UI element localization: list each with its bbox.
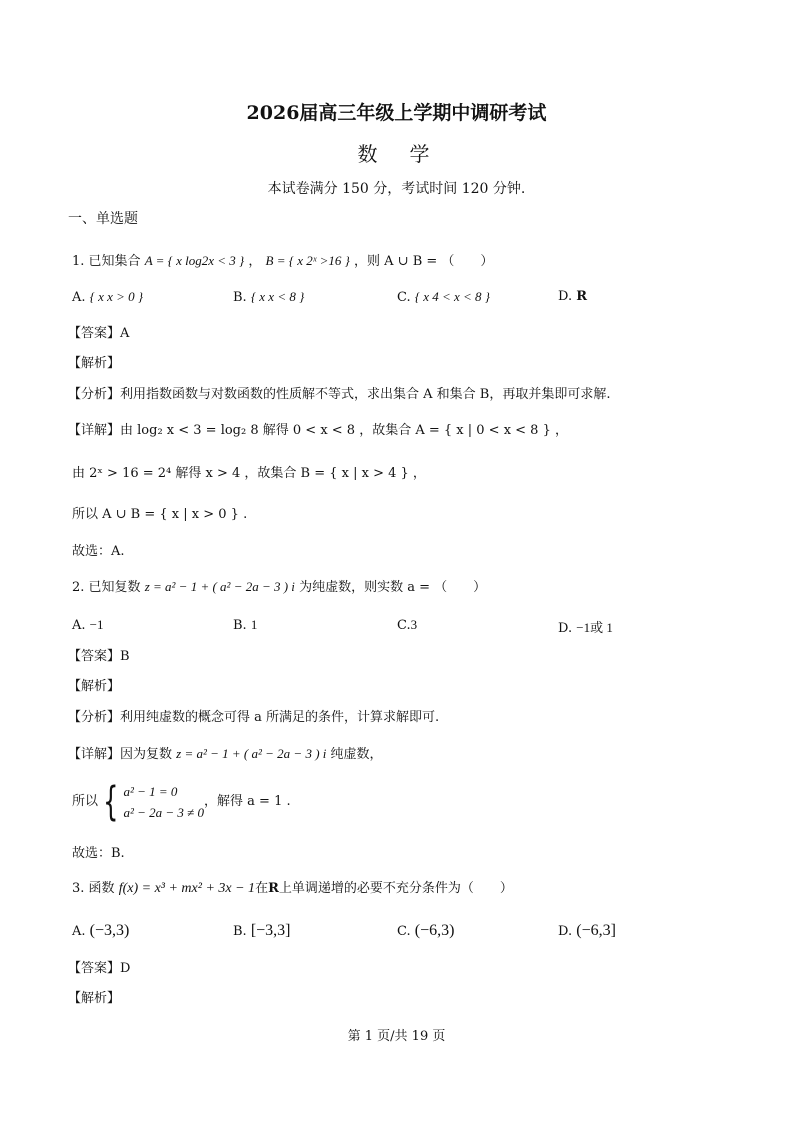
q1-option-b: [233, 289, 304, 305]
q1-analysis-head: 【解析】: [68, 356, 121, 371]
q1-comma: ，: [248, 254, 262, 269]
q1-option-d: [558, 289, 587, 304]
q3-domain: R: [268, 881, 279, 896]
q1-stem-prefix: 1. 已知集合: [72, 254, 141, 269]
brace-symbol: {: [103, 779, 119, 825]
option-text: −1或 1: [576, 620, 613, 635]
option-text: (−6,3]: [576, 922, 616, 939]
q2-system-prefix: 所以: [72, 794, 99, 809]
q1-option-c: [397, 289, 490, 305]
q2-option-b: [233, 617, 257, 633]
option-label: B.: [233, 924, 247, 939]
q2-formula: z = a² − 1 + ( a² − 2a − 3 ) i: [144, 579, 295, 594]
q2-eq1: a² − 1 = 0: [123, 784, 178, 799]
q3-stem-mid: 在: [255, 881, 269, 896]
q3-answer: 【答案】D: [68, 961, 131, 976]
q2-stem-prefix: 2. 已知复数: [72, 580, 141, 595]
q3-option-d: [558, 922, 616, 940]
q2-stem-suffix: 为纯虚数，则实数 a = （ ）: [299, 580, 487, 595]
q1-detail-3: 所以 A ∪ B = { x | x > 0 } .: [72, 507, 248, 522]
option-text: { x x > 0 }: [89, 289, 144, 304]
q3-option-a: [72, 922, 129, 940]
q2-option-a: [72, 617, 104, 633]
option-label: D.: [558, 289, 573, 304]
q1-set-a: A = { x log2x < 3 }: [144, 253, 245, 268]
option-label: A.: [72, 290, 86, 305]
q1-set-b: B = { x 2ˣ >16 }: [265, 253, 350, 268]
q2-detail-prefix: 【详解】因为复数: [68, 747, 173, 762]
option-text: 1: [250, 617, 258, 632]
q2-analysis-head: 【解析】: [68, 679, 121, 694]
option-text: [−3,3]: [250, 922, 291, 939]
option-label: B.: [233, 290, 247, 305]
q3-stem: [72, 880, 513, 898]
exam-info: 本试卷满分 150 分，考试时间 120 分钟.: [267, 181, 526, 197]
q2-detail-suffix: 纯虚数，: [330, 747, 383, 762]
q3-formula: f(x) = x³ + mx² + 3x − 1: [118, 881, 256, 896]
q2-equation-system: [123, 781, 204, 823]
q1-stem: [72, 252, 493, 271]
option-text: (−6,3): [414, 922, 455, 939]
subject-title: 数 学: [357, 142, 436, 166]
option-label: C.: [397, 618, 411, 633]
q3-analysis-head: 【解析】: [68, 991, 121, 1006]
option-label: D.: [558, 924, 573, 939]
q1-choice: 故选：A.: [72, 544, 125, 559]
q2-stem: [72, 578, 486, 597]
q2-system: [72, 780, 291, 825]
option-label: D.: [558, 621, 573, 636]
exam-title: 2026届高三年级上学期中调研考试: [246, 102, 547, 124]
section-title: 一、单选题: [68, 211, 138, 227]
option-text: −1: [89, 617, 104, 632]
page-number: 第 1 页/共 19 页: [347, 1029, 446, 1044]
option-text: { x 4 < x < 8 }: [414, 289, 490, 304]
q1-stem-suffix: ，则 A ∪ B = （ ）: [354, 254, 494, 269]
option-label: B.: [233, 618, 247, 633]
q1-detail-2: 由 2ˣ > 16 = 2⁴ 解得 x > 4 ，故集合 B = { x | x > 4 } ，: [72, 466, 426, 481]
option-label: A.: [72, 924, 86, 939]
q2-option-c: [397, 617, 417, 633]
option-label: C.: [397, 290, 411, 305]
q2-detail: [68, 745, 383, 764]
option-text: (−3,3): [89, 922, 130, 939]
q2-system-suffix: ，解得 a = 1 .: [204, 794, 291, 809]
option-text: R: [576, 289, 588, 304]
q3-stem-suffix: 上单调递增的必要不充分条件为（ ）: [278, 881, 513, 896]
q1-option-a: [72, 289, 143, 305]
q3-option-c: [397, 922, 454, 940]
q3-option-b: [233, 922, 291, 940]
q2-detail-formula: z = a² − 1 + ( a² − 2a − 3 ) i: [176, 746, 327, 761]
option-label: A.: [72, 618, 86, 633]
q2-option-d: [558, 617, 613, 636]
q3-stem-prefix: 3. 函数: [72, 881, 115, 896]
q2-answer: 【答案】B: [68, 649, 130, 664]
q1-answer: 【答案】A: [68, 326, 130, 341]
q1-detail-1: 【详解】由 log₂ x < 3 = log₂ 8 解得 0 < x < 8 ，故集合 A = { x | 0 < x < 8 } ，: [68, 423, 568, 438]
option-text: 3: [410, 617, 418, 632]
option-text: { x x < 8 }: [250, 289, 305, 304]
q1-analysis: 【分析】利用指数函数与对数函数的性质解不等式，求出集合 A 和集合 B，再取并集即可求解.: [68, 387, 611, 402]
q2-eq2: a² − 2a − 3 ≠ 0: [123, 805, 205, 820]
q2-choice: 故选：B.: [72, 846, 125, 861]
option-label: C.: [397, 924, 411, 939]
q2-analysis: 【分析】利用纯虚数的概念可得 a 所满足的条件，计算求解即可.: [68, 710, 440, 725]
